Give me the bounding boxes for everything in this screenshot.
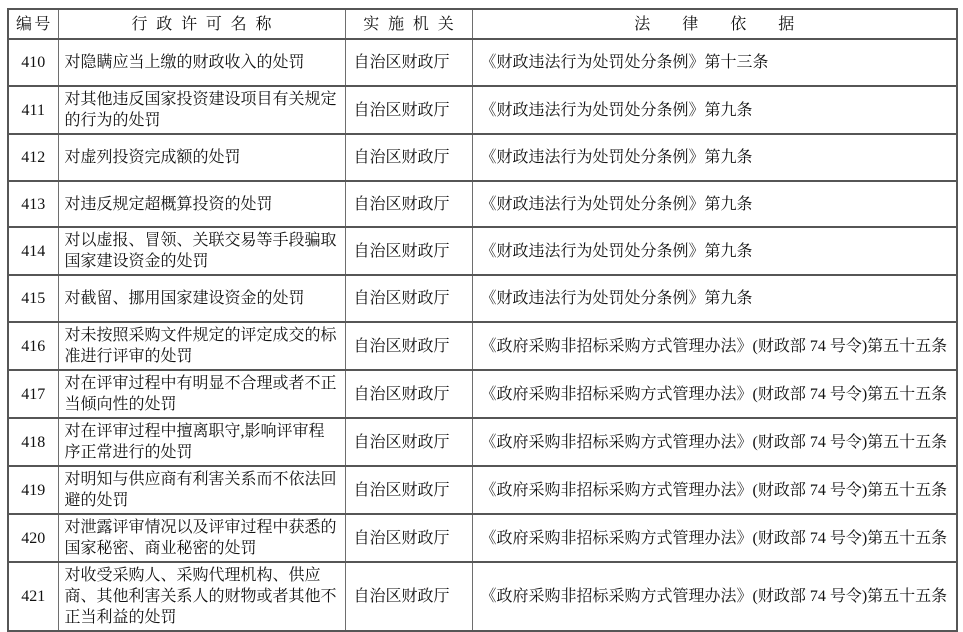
cell-law: 《财政违法行为处罚处分条例》第十三条 — [472, 39, 957, 86]
cell-law: 《政府采购非招标采购方式管理办法》(财政部 74 号令)第五十五条 — [472, 370, 957, 418]
cell-agency: 自治区财政厅 — [345, 466, 472, 514]
cell-id: 414 — [8, 227, 58, 275]
table-row — [8, 39, 957, 86]
table-header-row — [8, 9, 957, 39]
cell-agency: 自治区财政厅 — [345, 134, 472, 181]
cell-agency: 自治区财政厅 — [345, 86, 472, 134]
col-header-agency: 实施机关 — [345, 9, 472, 39]
col-header-id: 编号 — [8, 9, 58, 39]
penalty-table — [7, 8, 958, 632]
table-row — [8, 322, 957, 370]
cell-id: 416 — [8, 322, 58, 370]
cell-law: 《财政违法行为处罚处分条例》第九条 — [472, 134, 957, 181]
cell-law: 《政府采购非招标采购方式管理办法》(财政部 74 号令)第五十五条 — [472, 418, 957, 466]
table-row — [8, 562, 957, 631]
cell-name: 对在评审过程中擅离职守,影响评审程序正常进行的处罚 — [58, 418, 345, 466]
table-row — [8, 514, 957, 562]
cell-agency: 自治区财政厅 — [345, 275, 472, 322]
cell-law: 《政府采购非招标采购方式管理办法》(财政部 74 号令)第五十五条 — [472, 322, 957, 370]
cell-id: 410 — [8, 39, 58, 86]
cell-name: 对收受采购人、采购代理机构、供应商、其他利害关系人的财物或者其他不正当利益的处罚 — [58, 562, 345, 631]
cell-law: 《财政违法行为处罚处分条例》第九条 — [472, 275, 957, 322]
cell-name: 对虚列投资完成额的处罚 — [58, 134, 345, 181]
table-row — [8, 370, 957, 418]
cell-id: 418 — [8, 418, 58, 466]
cell-agency: 自治区财政厅 — [345, 418, 472, 466]
cell-id: 417 — [8, 370, 58, 418]
table-row — [8, 181, 957, 227]
col-header-name: 行政许可名称 — [58, 9, 345, 39]
table-row — [8, 86, 957, 134]
cell-name: 对在评审过程中有明显不合理或者不正当倾向性的处罚 — [58, 370, 345, 418]
cell-law: 《财政违法行为处罚处分条例》第九条 — [472, 181, 957, 227]
cell-name: 对泄露评审情况以及评审过程中获悉的国家秘密、商业秘密的处罚 — [58, 514, 345, 562]
cell-law: 《财政违法行为处罚处分条例》第九条 — [472, 86, 957, 134]
cell-law: 《政府采购非招标采购方式管理办法》(财政部 74 号令)第五十五条 — [472, 466, 957, 514]
cell-id: 421 — [8, 562, 58, 631]
col-header-law: 法律依据 — [472, 9, 957, 39]
cell-law: 《政府采购非招标采购方式管理办法》(财政部 74 号令)第五十五条 — [472, 562, 957, 631]
cell-id: 419 — [8, 466, 58, 514]
cell-agency: 自治区财政厅 — [345, 370, 472, 418]
cell-id: 411 — [8, 86, 58, 134]
cell-id: 412 — [8, 134, 58, 181]
cell-name: 对截留、挪用国家建设资金的处罚 — [58, 275, 345, 322]
cell-agency: 自治区财政厅 — [345, 322, 472, 370]
cell-agency: 自治区财政厅 — [345, 562, 472, 631]
cell-agency: 自治区财政厅 — [345, 227, 472, 275]
cell-agency: 自治区财政厅 — [345, 181, 472, 227]
cell-id: 413 — [8, 181, 58, 227]
cell-name: 对隐瞒应当上缴的财政收入的处罚 — [58, 39, 345, 86]
cell-agency: 自治区财政厅 — [345, 39, 472, 86]
cell-law: 《财政违法行为处罚处分条例》第九条 — [472, 227, 957, 275]
table-row — [8, 134, 957, 181]
cell-name: 对其他违反国家投资建设项目有关规定的行为的处罚 — [58, 86, 345, 134]
cell-id: 415 — [8, 275, 58, 322]
cell-law: 《政府采购非招标采购方式管理办法》(财政部 74 号令)第五十五条 — [472, 514, 957, 562]
cell-agency: 自治区财政厅 — [345, 514, 472, 562]
table-row — [8, 227, 957, 275]
cell-id: 420 — [8, 514, 58, 562]
cell-name: 对明知与供应商有利害关系而不依法回避的处罚 — [58, 466, 345, 514]
cell-name: 对违反规定超概算投资的处罚 — [58, 181, 345, 227]
cell-name: 对未按照采购文件规定的评定成交的标准进行评审的处罚 — [58, 322, 345, 370]
table-row — [8, 466, 957, 514]
table-row — [8, 418, 957, 466]
table-row — [8, 275, 957, 322]
cell-name: 对以虚报、冒领、关联交易等手段骗取国家建设资金的处罚 — [58, 227, 345, 275]
